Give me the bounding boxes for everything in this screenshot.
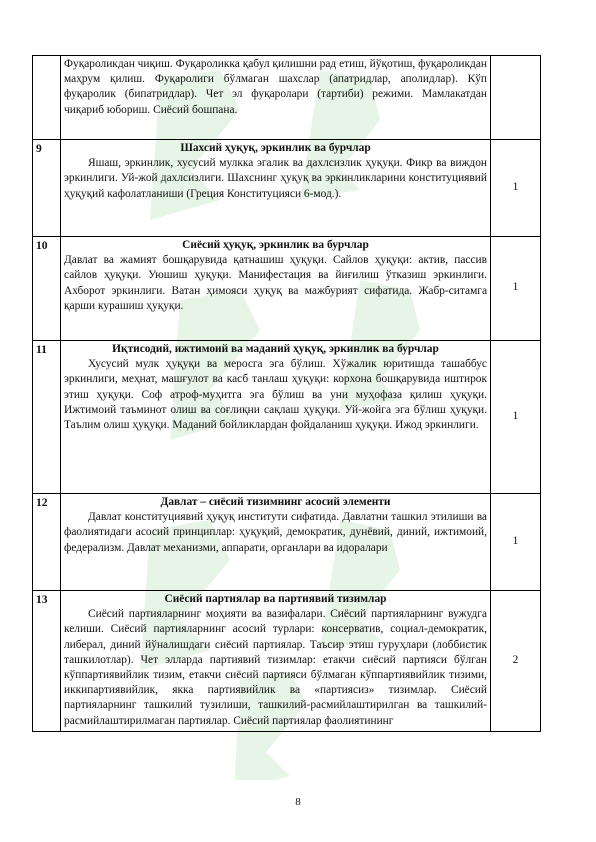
topic-title: Сиёсий партиялар ва партиявий тизимлар [164,593,387,605]
syllabus-table [32,55,541,732]
topic-cell [61,56,491,140]
page-number: 8 [295,796,301,808]
topic-number: 9 [33,140,61,237]
topic-number [33,56,61,140]
topic-hours: 2 [491,591,541,732]
table-row [33,494,541,591]
topic-hours: 1 [491,494,541,591]
topic-title: Иқтисодий, ижтимоий ва маданий ҳуқуқ, эркинлик ва бурчлар [112,343,439,355]
topic-cell [61,341,491,494]
table-row [33,591,541,732]
topic-text: Фуқароликдан чиқиш. Фуқароликка қабул қилишни рад етиш, йўқотиш, фуқароликдан маҳрум қилиш. Фуқаролиги бўлмаган шахслар (апатридлар, аполидлар). Кўп фуқаролик (бипатридлар). Чет эл фуқаролари (тартиби) режими. Мамлакатдан чиқариб юбориш. Сиёсий бошпана. [64,58,487,116]
table-row [33,341,541,494]
topic-text: Яшаш, эркинлик, хусусий мулкка эгалик ва дахлсизлик ҳуқуқи. Фикр ва виждон эркинлиги. Уй-жой дахлсизлиги. Шахснинг ҳуқуқ ва эркинликларини конституциявий ҳуқуқий кафолатланиши (Греция Конституцияси 6-мод.). [64,157,487,200]
topic-number: 12 [33,494,61,591]
topic-number: 10 [33,237,61,341]
topic-hours: 1 [491,140,541,237]
topic-cell [61,591,491,732]
topic-title: Давлат – сиёсий тизимнинг асосий элементи [160,496,391,508]
topic-number: 13 [33,591,61,732]
topic-title: Сиёсий ҳуқуқ, эркинлик ва бурчлар [182,239,369,251]
table-row [33,237,541,341]
topic-text: Давлат конституциявий ҳуқуқ институти сифатида. Давлатни ташкил этилиши ва фаолиятидаги асосий принциплар: ҳуқуқий, демократик, дунёвий, диний, ижтимоий, федерализм. Давлат механизми, аппарати, органлари ва идоралари [64,511,487,554]
table-row [33,56,541,140]
table-row [33,140,541,237]
topic-text: Сиёсий партияларнинг моҳияти ва вазифалари. Сиёсий партияларнинг вужудга келиши. Сиёсий партияларнинг асосий турлари: консерватив, социал-демократик, либерал, диний йўналишдаги сиёсий партиялар. Таъсир этиш гуруҳлари (лоббистик ташкилотлар). Чет элларда партиявий тизимлар: етакчи сиёсий партияси бўлган кўппартиявийлик тизим, етакчи сиёсий партияси бўлмаган кўппартиявийлик тизими, иккипартиявийлик, якка партиявийлик ва «партиясиз» тизимлар. Сиёсий партияларнинг ташкилий тузилиши, ташкилий-расмийлаштирилган ва ташкилий-расмийлаштирилмаган партиялар. Сиёсий партиялар фаолиятининг [64,608,487,727]
topic-text: Хусусий мулк ҳуқуқи ва меросга эга бўлиш. Хўжалик юритишда ташаббус эркинлиги, меҳнат, машғулот ва касб танлаш ҳуқуқи: корхона бошқарувида иштирок этиш ҳуқуқи. Соф атроф-муҳитга эга бўлиш ва уни муҳофаза қилиш ҳуқуқи. Ижтимоий таъминот олиш ва соғлиқни сақлаш ҳуқуқи. Уй-жойга эга бўлиш ҳуқуқи. Таълим олиш ҳуқуқи. Маданий бойликлардан фойдаланиш ҳуқуқи. Ижод эркинлиги. [64,358,487,432]
topic-title: Шахсий ҳуқуқ, эркинлик ва бурчлар [180,142,371,154]
topic-hours: 1 [491,237,541,341]
topic-cell [61,237,491,341]
topic-cell [61,494,491,591]
topic-text: Давлат ва жамият бошқарувида қатнашиш ҳуқуқи. Сайлов ҳуқуқи: актив, пассив сайлов ҳуқуқи. Уюшиш ҳуқуқи. Манифестация ва йиғилиш ўтказиш эркинлиги. Ахборот эркинлиги. Ватан ҳимояси ҳуқуқ ва мажбурият сифатида. Жабр-ситамга қарши курашиш ҳуқуқи. [64,254,487,312]
topic-number: 11 [33,341,61,494]
topic-hours: 1 [491,341,541,494]
topic-cell [61,140,491,237]
topic-hours [491,56,541,140]
